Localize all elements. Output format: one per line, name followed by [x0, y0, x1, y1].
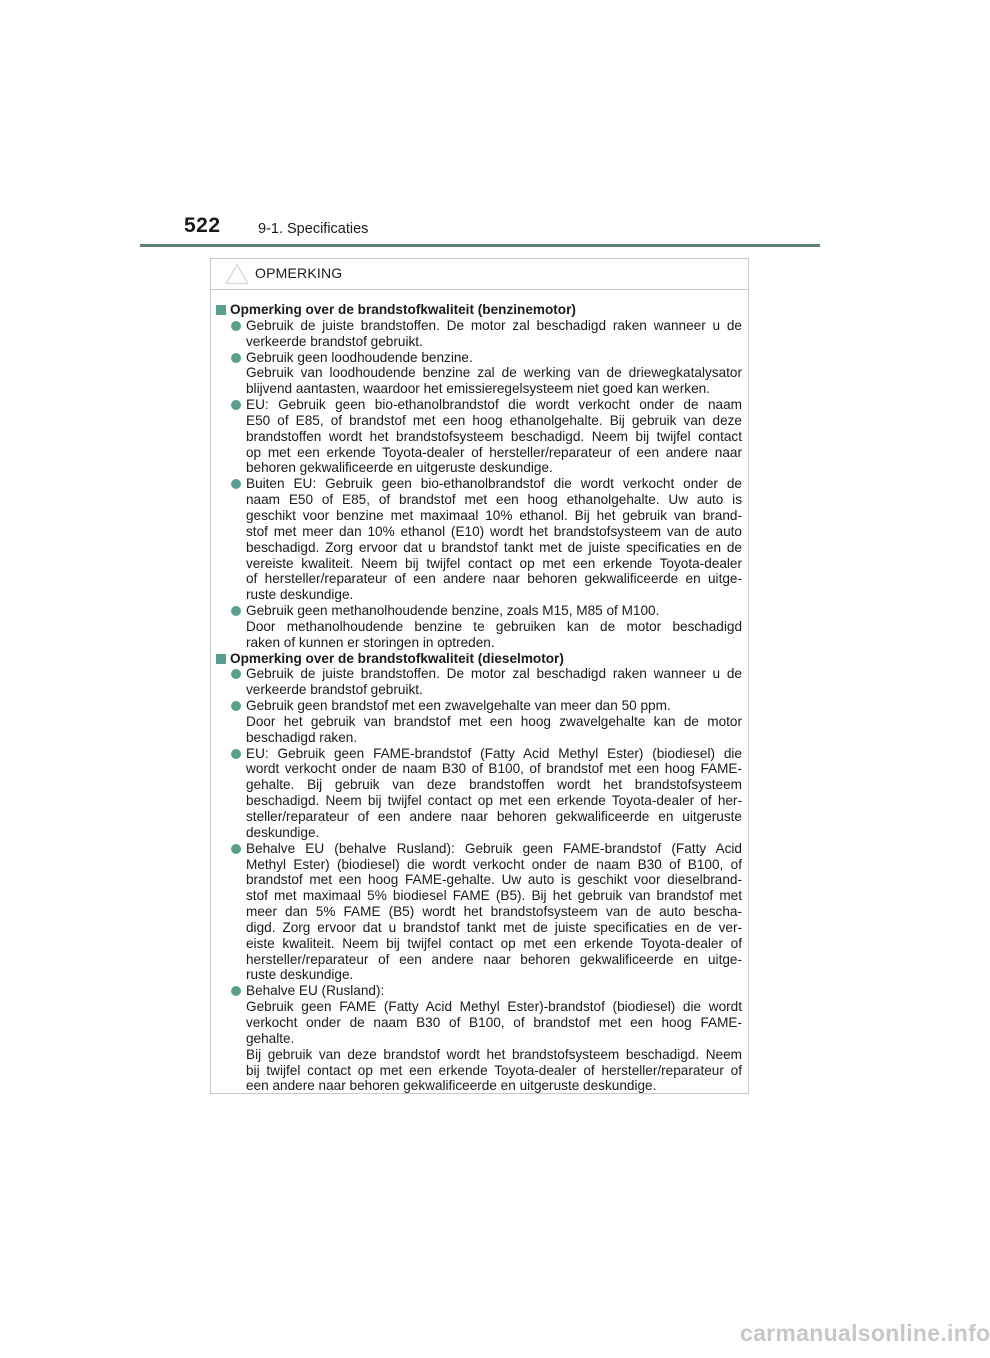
notice-header	[211, 259, 748, 290]
text-line: wordt verkocht onder de naam B30 of B100, of brandstof met een hoog FAME-	[246, 761, 742, 777]
list-item	[215, 397, 742, 476]
text-line: ruste deskundige.	[246, 967, 354, 983]
text-line: beschadigd. Zorg ervoor dat u brandstof tankt met de juiste specificaties en de	[246, 539, 742, 555]
text-line: verkocht onder de naam B30 of B100, of brandstof met een hoog FAME-	[246, 1014, 742, 1030]
text-line: Door methanolhoudende benzine te gebruiken kan de motor beschadigd	[246, 618, 742, 634]
list-item	[215, 476, 742, 603]
section-heading-text: Opmerking over de brandstofkwaliteit (dieselmotor)	[230, 650, 564, 666]
circle-bullet-icon	[231, 606, 241, 616]
text-line: of hersteller/reparateur of een andere naar behoren gekwalificeerde en uitge-	[246, 571, 742, 587]
text-line: gehalte. Bij gebruik van deze brandstoffen wordt het brandstofsysteem	[246, 777, 742, 793]
text-line: eiste kwaliteit. Neem bij twijfel contact op met een erkende Toyota-dealer of	[246, 935, 742, 951]
list-item	[215, 983, 742, 1094]
circle-bullet-icon	[231, 986, 241, 996]
circle-bullet-icon	[231, 400, 241, 410]
list-item	[215, 746, 742, 841]
text-line: hersteller/reparateur of een andere naar behoren gekwalificeerde en uitge-	[246, 951, 742, 967]
page-number: 522	[184, 214, 221, 237]
text-line: steller/reparateur of een andere naar behoren gekwalificeerde en uitgeruste	[246, 809, 742, 824]
square-bullet-icon	[216, 654, 226, 664]
section-title: 9-1. Specificaties	[258, 221, 369, 237]
text-line: Gebruik van loodhoudende benzine zal de werking van de driewegkatalysator	[246, 365, 742, 381]
text-line: Gebruik geen loodhoudende benzine.	[246, 349, 473, 365]
list-item	[215, 350, 742, 398]
text-line: vereiste kwaliteit. Neem bij twijfel contact op met een erkende Toyota-dealer	[246, 555, 742, 571]
circle-bullet-icon	[231, 669, 241, 679]
text-line: brandstof met een hoog FAME-gehalte. Uw auto is geschikt voor dieselbrand-	[246, 872, 742, 888]
text-line: raken of kunnen er storingen in optreden.	[246, 634, 495, 650]
section-heading	[215, 651, 742, 667]
text-line: Buiten EU: Gebruik geen bio-ethanolbrandstof die wordt verkocht onder de	[246, 476, 742, 492]
text-line: Bij gebruik van deze brandstof wordt het brandstofsysteem beschadigd. Neem	[246, 1046, 742, 1062]
list-item	[215, 603, 742, 651]
text-line: Behalve EU (Rusland):	[246, 983, 385, 999]
text-line: E50 of E85, of brandstof met een hoog ethanolgehalte. Bij gebruik van deze	[246, 412, 742, 428]
text-line: Gebruik de juiste brandstoffen. De motor zal beschadigd raken wanneer u de	[246, 666, 742, 682]
text-line: Gebruik geen methanolhoudende benzine, zoals M15, M85 of M100.	[246, 603, 660, 619]
notice-title: OPMERKING	[255, 265, 343, 281]
text-line: brandstoffen wordt het brandstofsysteem beschadigd. Neem bij twijfel contact	[246, 428, 742, 444]
text-line: Gebruik geen FAME (Fatty Acid Methyl Ester)-brandstof (biodiesel) die wordt	[246, 999, 742, 1015]
text-line: gehalte.	[246, 1030, 295, 1046]
circle-bullet-icon	[231, 701, 241, 711]
text-line: verkeerde brandstof gebruikt.	[246, 333, 423, 349]
text-line: beschadigd. Neem bij twijfel contact op met een erkende Toyota-dealer of her-	[246, 793, 742, 809]
text-line: ruste deskundige.	[246, 587, 354, 603]
list-item	[215, 841, 742, 984]
circle-bullet-icon	[231, 321, 241, 331]
warning-triangle-icon	[225, 263, 249, 285]
text-line: een andere naar behoren gekwalificeerde en uitgeruste deskundige.	[246, 1078, 657, 1094]
circle-bullet-icon	[231, 353, 241, 363]
notice-body	[211, 290, 748, 1094]
text-line: verkeerde brandstof gebruikt.	[246, 682, 423, 698]
text-line: blijvend aantasten, waardoor het emissieregelsysteem niet goed kan werken.	[246, 381, 710, 397]
text-line: beschadigd raken.	[246, 729, 358, 745]
text-line: stof met meer dan 10% ethanol (E10) wordt het brandstofsysteem van de auto	[246, 523, 742, 539]
text-line: naam E50 of E85, of brandstof met een hoog ethanolgehalte. Uw auto is	[246, 492, 742, 508]
text-line: EU: Gebruik geen bio-ethanolbrandstof die wordt verkocht onder de naam	[246, 397, 742, 413]
text-line: EU: Gebruik geen FAME-brandstof (Fatty Acid Methyl Ester) (biodiesel) die	[246, 745, 742, 761]
square-bullet-icon	[216, 305, 226, 315]
text-line: op met een erkende Toyota-dealer of hersteller/reparateur of een andere naar	[246, 444, 742, 460]
list-item	[215, 666, 742, 698]
text-line: meer dan 5% FAME (B5) wordt het brandstofsysteem van de auto bescha-	[246, 904, 742, 920]
text-line: Gebruik de juiste brandstoffen. De motor zal beschadigd raken wanneer u de	[246, 317, 742, 333]
text-line: Door het gebruik van brandstof met een hoog zwavelgehalte kan de motor	[246, 713, 742, 729]
text-line: Methyl Ester) (biodiesel) die wordt verkocht onder de naam B30 of B100, of	[246, 856, 742, 872]
circle-bullet-icon	[231, 749, 241, 759]
circle-bullet-icon	[231, 479, 241, 489]
text-line: deskundige.	[246, 824, 320, 840]
text-line: Gebruik geen brandstof met een zwavelgehalte van meer dan 50 ppm.	[246, 698, 671, 714]
text-line: behoren gekwalificeerde en uitgeruste deskundige.	[246, 460, 553, 476]
text-line: Behalve EU (behalve Rusland): Gebruik geen FAME-brandstof (Fatty Acid	[246, 840, 742, 856]
circle-bullet-icon	[231, 844, 241, 854]
text-line: bij twijfel contact op met een erkende Toyota-dealer of hersteller/reparateur of	[246, 1062, 742, 1078]
text-line: digd. Zorg ervoor dat u brandstof tankt met de juiste specificaties en de ver-	[246, 919, 742, 935]
section-heading-text: Opmerking over de brandstofkwaliteit (benzinemotor)	[230, 302, 576, 317]
list-item	[215, 698, 742, 746]
header-rule	[140, 244, 820, 247]
list-item	[215, 318, 742, 350]
text-line: geschikt voor benzine met maximaal 10% ethanol. Bij het gebruik van brand-	[246, 507, 742, 523]
text-line: stof met maximaal 5% biodiesel FAME (B5). Bij het gebruik van brandstof met	[246, 888, 742, 904]
watermark: carmanualsonline.info	[740, 1320, 990, 1346]
notice-box	[210, 258, 749, 1094]
section-heading	[215, 302, 742, 318]
